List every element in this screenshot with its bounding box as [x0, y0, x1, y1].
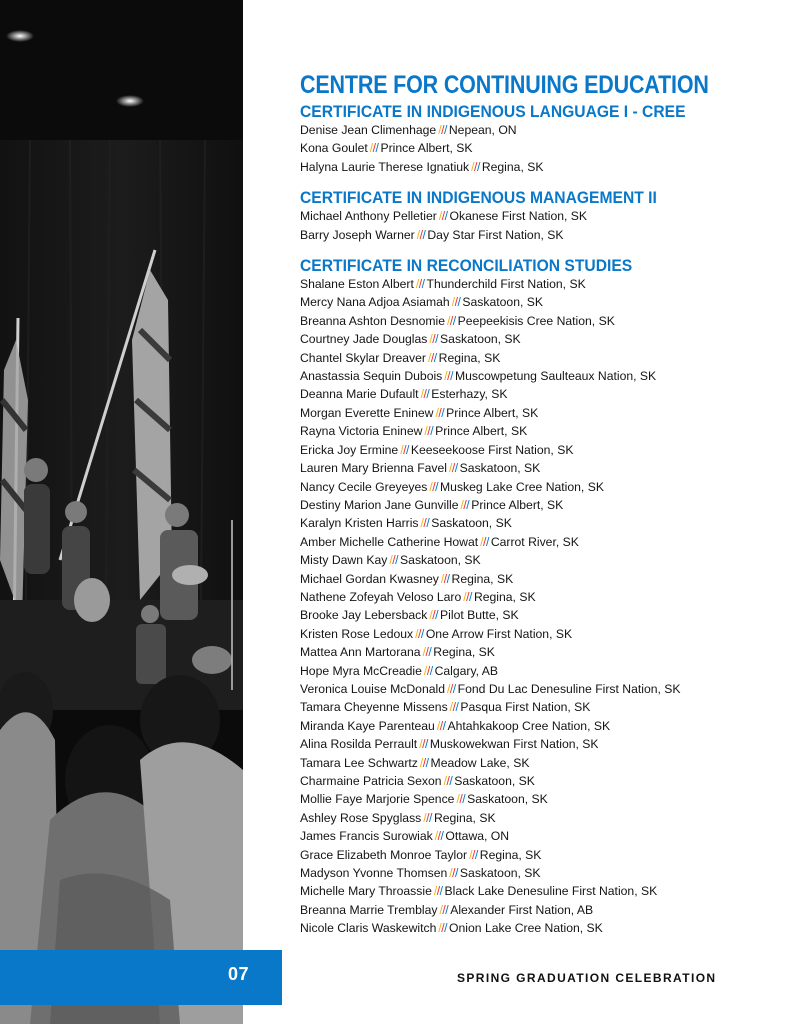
graduate-name: Misty Dawn Kay: [300, 553, 388, 568]
triple-slash-separator: ///: [429, 332, 439, 347]
graduate-name: Anastassia Sequin Dubois: [300, 369, 443, 384]
section-title: CERTIFICATE IN INDIGENOUS LANGUAGE I - CREE: [300, 102, 686, 121]
graduate-hometown: Prince Albert, SK: [471, 497, 564, 512]
graduate-name: Rayna Victoria Eninew: [300, 424, 423, 439]
graduate-entry: [300, 864, 770, 882]
triple-slash-separator: ///: [451, 295, 461, 310]
graduate-name: Nathene Zofeyah Veloso Laro: [300, 589, 462, 604]
section-title: CERTIFICATE IN INDIGENOUS MANAGEMENT II: [300, 188, 657, 208]
triple-slash-separator: ///: [422, 645, 432, 660]
triple-slash-separator: ///: [469, 847, 478, 862]
ceremony-stage-photo: [0, 0, 243, 1024]
graduate-hometown: Regina, SK: [433, 810, 496, 825]
graduate-name: Deanna Marie Dufault: [300, 387, 419, 402]
graduate-entry: [300, 207, 770, 225]
triple-slash-separator: ///: [389, 553, 399, 568]
graduate-hometown: Regina, SK: [481, 159, 544, 174]
graduate-name: Mercy Nana Adjoa Asiamah: [300, 295, 450, 310]
graduate-entry: [300, 349, 770, 367]
graduate-entry: [300, 422, 770, 440]
graduate-hometown: Saskatoon, SK: [454, 774, 535, 788]
graduate-entry: [300, 570, 770, 588]
triple-slash-separator: ///: [443, 774, 453, 788]
graduate-name: Ashley Rose Spyglass: [300, 810, 422, 825]
triple-slash-separator: ///: [456, 792, 466, 807]
graduate-entry: [300, 790, 770, 808]
triple-slash-separator: ///: [447, 313, 456, 328]
graduate-name: James Francis Surowiak: [300, 829, 433, 844]
graduate-name: Ericka Joy Ermine: [300, 442, 399, 457]
graduate-name: Michael Gordan Kwasney: [300, 571, 439, 586]
graduate-hometown: Day Star First Nation, SK: [427, 227, 564, 242]
ceremony-stage-illustration: [0, 0, 243, 1024]
graduate-hometown: Keeseekoose First Nation, SK: [410, 442, 574, 457]
graduate-hometown: Nepean, ON: [448, 123, 517, 137]
graduate-entry: [300, 533, 770, 551]
triple-slash-separator: ///: [434, 829, 444, 844]
graduate-hometown: Pasqua First Nation, SK: [460, 700, 591, 715]
triple-slash-separator: ///: [480, 534, 489, 549]
graduate-hometown: Saskatoon, SK: [400, 553, 481, 568]
triple-slash-separator: ///: [423, 663, 433, 678]
graduate-hometown: Ottawa, ON: [445, 829, 510, 844]
certificate-section: [300, 188, 770, 244]
triple-slash-separator: ///: [433, 884, 443, 899]
graduate-name: Denise Jean Climenhage: [300, 123, 437, 137]
certificate-sections: [300, 102, 770, 938]
graduate-entry: [300, 293, 770, 311]
graduate-name: Madyson Yvonne Thomsen: [300, 866, 448, 881]
graduate-hometown: Saskatoon, SK: [462, 295, 544, 310]
triple-slash-separator: ///: [415, 277, 425, 292]
graduate-name: Brooke Jay Lebersback: [300, 608, 428, 623]
graduate-hometown: Regina, SK: [438, 350, 501, 365]
triple-slash-separator: ///: [438, 921, 448, 936]
graduate-name: Charmaine Patricia Sexon: [300, 774, 442, 788]
graduate-entry: [300, 551, 770, 569]
triple-slash-separator: ///: [444, 369, 453, 384]
triple-slash-separator: ///: [449, 866, 458, 881]
graduate-name: Tamara Cheyenne Missens: [300, 700, 448, 715]
graduate-name: Breanna Ashton Desnomie: [300, 313, 445, 328]
graduate-entry: [300, 275, 770, 293]
triple-slash-separator: ///: [449, 700, 459, 715]
graduate-name: Lauren Mary Brienna Favel: [300, 461, 447, 476]
ceiling-light-icon: [6, 30, 34, 42]
graduate-name: Veronica Louise McDonald: [300, 681, 445, 696]
graduate-name: Michael Anthony Pelletier: [300, 209, 437, 224]
graduate-entry: [300, 735, 770, 753]
graduate-entry: [300, 606, 770, 624]
triple-slash-separator: ///: [400, 442, 409, 457]
graduate-name: Morgan Everette Eninew: [300, 405, 434, 420]
triple-slash-separator: ///: [416, 227, 426, 242]
triple-slash-separator: ///: [415, 626, 424, 641]
graduate-list: [300, 275, 770, 938]
graduate-hometown: Pilot Butte, SK: [440, 608, 519, 623]
graduate-entry: [300, 330, 770, 348]
graduate-entry: [300, 478, 770, 496]
graduate-hometown: Prince Albert, SK: [435, 424, 528, 439]
graduate-entry: [300, 846, 770, 864]
graduate-entry: [300, 643, 770, 661]
graduate-hometown: Calgary, AB: [434, 663, 499, 678]
graduate-name: Tamara Lee Schwartz: [300, 755, 418, 770]
triple-slash-separator: ///: [438, 123, 447, 137]
graduate-entry: [300, 827, 770, 845]
triple-slash-separator: ///: [419, 755, 429, 770]
triple-slash-separator: ///: [449, 461, 458, 476]
triple-slash-separator: ///: [369, 141, 379, 156]
graduate-entry: [300, 367, 770, 385]
graduate-entry: [300, 754, 770, 772]
graduate-entry: [300, 901, 770, 919]
graduate-hometown: Alexander First Nation, AB: [450, 902, 594, 917]
triple-slash-separator: ///: [429, 608, 439, 623]
certificate-section: [300, 102, 770, 176]
graduate-hometown: Muskeg Lake Cree Nation, SK: [440, 479, 604, 494]
triple-slash-separator: ///: [460, 497, 470, 512]
page-number: 07: [228, 964, 250, 984]
graduate-hometown: Regina, SK: [451, 571, 514, 586]
certificate-section: [300, 256, 770, 938]
graduate-entry: [300, 588, 770, 606]
triple-slash-separator: ///: [420, 387, 430, 402]
graduates-content: [300, 70, 770, 938]
triple-slash-separator: ///: [435, 405, 445, 420]
graduate-name: Amber Michelle Catherine Howat: [300, 534, 479, 549]
graduate-hometown: Regina, SK: [473, 589, 536, 604]
graduate-entry: [300, 698, 770, 716]
graduate-entry: [300, 441, 770, 459]
graduate-hometown: Onion Lake Cree Nation, SK: [449, 921, 603, 936]
triple-slash-separator: ///: [419, 737, 428, 752]
graduate-hometown: Regina, SK: [433, 645, 495, 660]
triple-slash-separator: ///: [463, 589, 472, 604]
ceiling-light-icon: [116, 95, 144, 107]
graduate-hometown: Ahtahkakoop Cree Nation, SK: [447, 718, 611, 733]
graduate-entry: [300, 226, 770, 244]
graduate-entry: [300, 625, 770, 643]
graduate-list: [300, 207, 770, 244]
triple-slash-separator: ///: [424, 424, 434, 439]
graduate-name: Karalyn Kristen Harris: [300, 516, 419, 531]
triple-slash-separator: ///: [439, 902, 449, 917]
graduate-name: Hope Myra McCreadie: [300, 663, 422, 678]
graduate-entry: [300, 459, 770, 477]
graduate-list: [300, 121, 770, 176]
triple-slash-separator: ///: [446, 681, 456, 696]
graduate-name: Barry Joseph Warner: [300, 227, 415, 242]
page-title: CENTRE FOR CONTINUING EDUCATION: [300, 71, 709, 99]
graduate-name: Nicole Claris Waskewitch: [300, 921, 437, 936]
triple-slash-separator: ///: [436, 718, 446, 733]
footer-title: SPRING GRADUATION CELEBRATION: [457, 971, 717, 985]
section-title: CERTIFICATE IN RECONCILIATION STUDIES: [300, 256, 633, 276]
graduate-name: Courtney Jade Douglas: [300, 332, 428, 347]
graduate-hometown: Saskatoon, SK: [431, 516, 512, 531]
triple-slash-separator: ///: [420, 516, 430, 531]
graduate-name: Nancy Cecile Greyeyes: [300, 479, 428, 494]
triple-slash-separator: ///: [438, 209, 448, 224]
graduate-hometown: Prince Albert, SK: [446, 405, 539, 420]
graduate-name: Shalane Eston Albert: [300, 277, 414, 292]
graduate-name: Halyna Laurie Therese Ignatiuk: [300, 159, 470, 174]
graduate-name: Grace Elizabeth Monroe Taylor: [300, 847, 468, 862]
graduate-entry: [300, 662, 770, 680]
graduate-name: Chantel Skylar Dreaver: [300, 350, 426, 365]
graduate-hometown: Prince Albert, SK: [380, 141, 473, 156]
graduate-name: Michelle Mary Throassie: [300, 884, 432, 899]
graduate-hometown: Fond Du Lac Denesuline First Nation, SK: [457, 681, 681, 696]
graduate-hometown: Saskatoon, SK: [459, 866, 541, 881]
triple-slash-separator: ///: [429, 479, 439, 494]
graduate-name: Kristen Rose Ledoux: [300, 626, 414, 641]
graduate-hometown: Muscowpetung Saulteaux Nation, SK: [454, 369, 657, 384]
graduate-hometown: Esterhazy, SK: [431, 387, 508, 402]
graduate-entry: [300, 680, 770, 698]
graduate-hometown: Regina, SK: [479, 847, 542, 862]
graduate-hometown: Okanese First Nation, SK: [449, 209, 588, 224]
triple-slash-separator: ///: [423, 810, 432, 825]
graduate-name: Miranda Kaye Parenteau: [300, 718, 435, 733]
graduate-hometown: Saskatoon, SK: [440, 332, 521, 347]
graduate-entry: [300, 717, 770, 735]
triple-slash-separator: ///: [440, 571, 450, 586]
graduate-entry: [300, 919, 770, 937]
graduate-entry: [300, 496, 770, 514]
graduate-hometown: One Arrow First Nation, SK: [425, 626, 573, 641]
graduate-entry: [300, 312, 770, 330]
graduate-entry: [300, 772, 770, 790]
triple-slash-separator: ///: [428, 350, 437, 365]
graduate-name: Breanna Marrie Tremblay: [300, 902, 438, 917]
graduate-name: Mollie Faye Marjorie Spence: [300, 792, 455, 807]
graduate-entry: [300, 809, 770, 827]
graduate-hometown: Saskatoon, SK: [467, 792, 548, 807]
graduate-name: Alina Rosilda Perrault: [300, 737, 418, 752]
graduate-entry: [300, 121, 770, 139]
graduate-hometown: Saskatoon, SK: [459, 461, 541, 476]
graduate-hometown: Peepeekisis Cree Nation, SK: [457, 313, 615, 328]
graduate-name: Destiny Marion Jane Gunville: [300, 497, 459, 512]
graduate-entry: [300, 404, 770, 422]
graduate-entry: [300, 158, 770, 176]
graduate-hometown: Carrot River, SK: [490, 534, 579, 549]
graduate-entry: [300, 139, 770, 157]
graduate-name: Kona Goulet: [300, 141, 368, 156]
graduate-entry: [300, 514, 770, 532]
graduate-entry: [300, 882, 770, 900]
graduate-entry: [300, 385, 770, 403]
graduate-hometown: Meadow Lake, SK: [430, 755, 530, 770]
graduate-name: Mattea Ann Martorana: [300, 645, 421, 660]
graduate-hometown: Muskowekwan First Nation, SK: [429, 737, 599, 752]
triple-slash-separator: ///: [471, 159, 480, 174]
graduate-hometown: Black Lake Denesuline First Nation, SK: [444, 884, 658, 899]
graduate-hometown: Thunderchild First Nation, SK: [426, 277, 586, 292]
